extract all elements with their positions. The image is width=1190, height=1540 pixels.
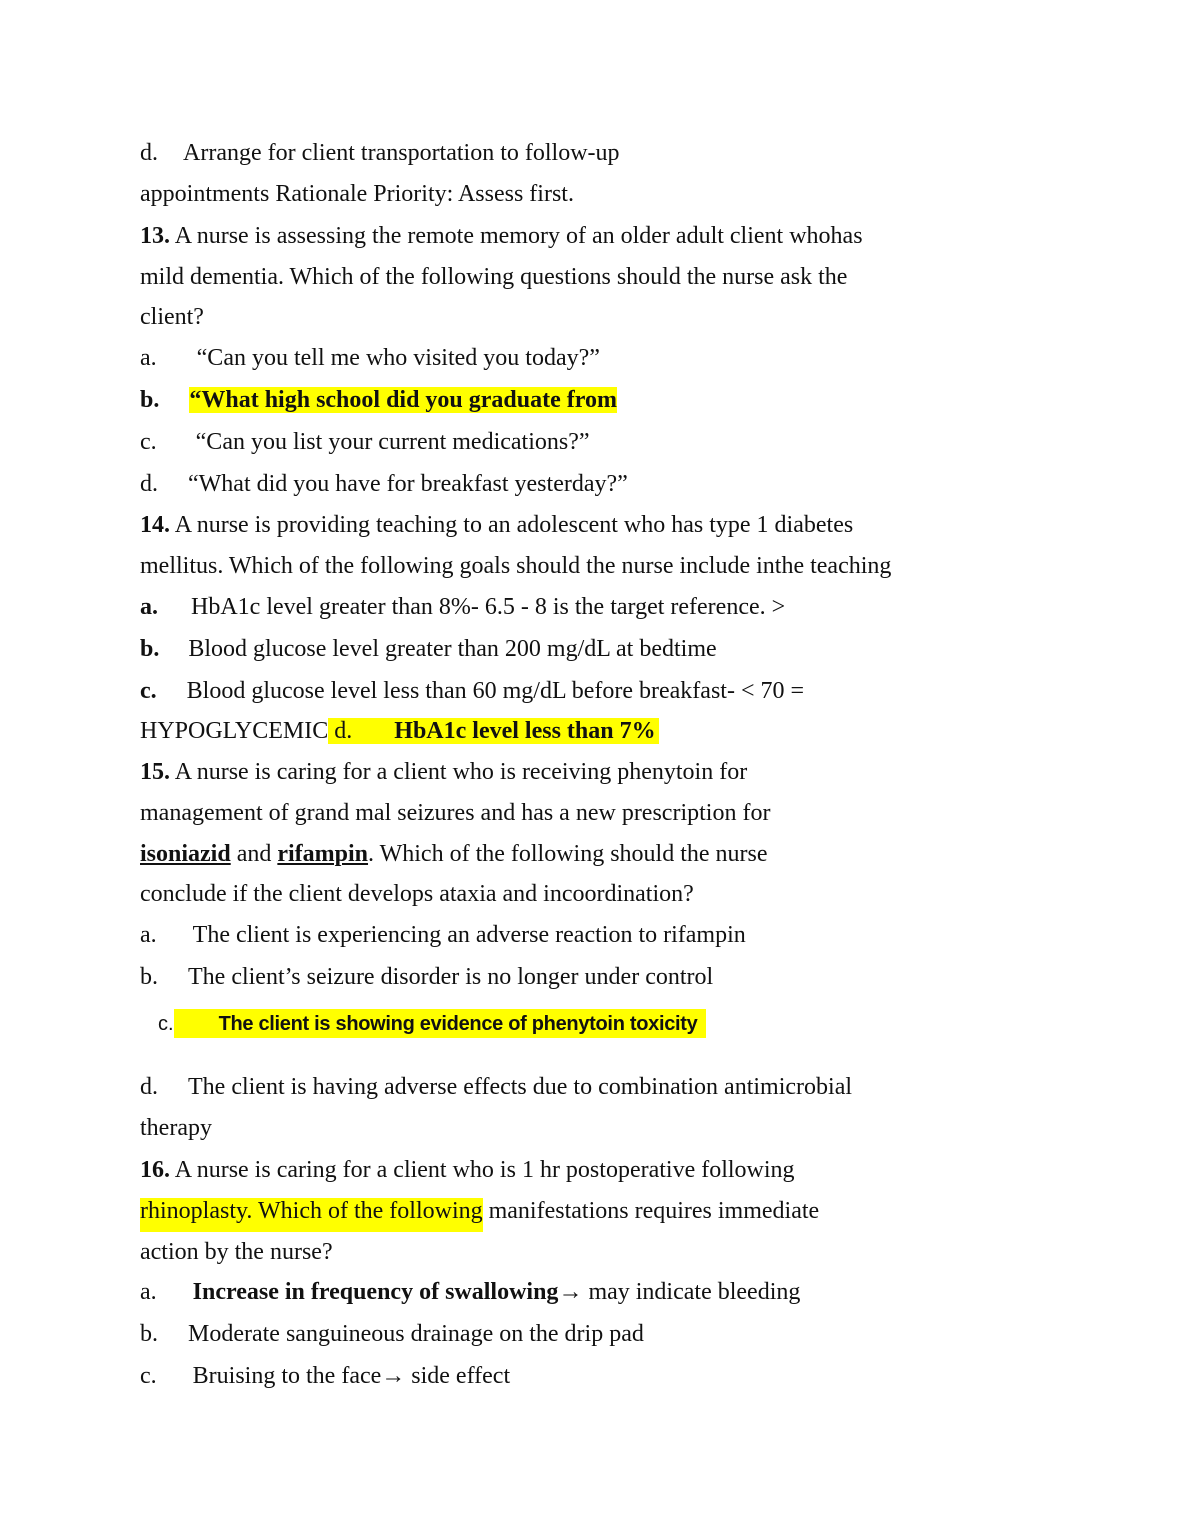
question-number: 15.	[140, 759, 170, 785]
question-15-line-3	[140, 839, 768, 869]
question-16-line-2	[140, 1196, 819, 1226]
option-letter: c.	[140, 678, 157, 704]
question-text: A nurse is caring for a client who is receiving phenytoin for	[174, 759, 748, 785]
question-number: 16.	[140, 1157, 170, 1183]
question-13-line-2	[140, 262, 847, 292]
question-15-line-2	[140, 798, 770, 828]
option-text-bold: Increase in frequency of swallowing	[192, 1279, 559, 1305]
option-text: → may indicate bleeding	[558, 1279, 801, 1305]
option-letter: c.	[140, 1363, 157, 1389]
option-letter: d.	[140, 140, 158, 166]
question-16-line-3	[140, 1237, 333, 1267]
q15-option-d-continued	[140, 1113, 212, 1143]
question-number: 13.	[140, 223, 170, 249]
question-text: manifestations requires immediate	[488, 1198, 820, 1224]
option-text: “What did you have for breakfast yesterday?”	[188, 471, 628, 497]
highlighted-answer-box	[174, 1009, 706, 1038]
question-13-line-3	[140, 302, 204, 332]
option-letter: d.	[334, 718, 353, 744]
option-text: HYPOGLYCEMIC	[140, 718, 329, 744]
highlighted-text: rhinoplasty. Which of the following	[140, 1198, 483, 1232]
q14-option-d-answer	[328, 718, 658, 744]
option-letter: d.	[140, 1074, 158, 1100]
q14-option-c-continued-and-d	[140, 716, 659, 746]
q15-option-d	[140, 1072, 852, 1102]
q15-option-a	[140, 920, 746, 950]
option-letter: b.	[140, 1321, 158, 1347]
drug-name-isoniazid: isoniazid	[140, 841, 231, 867]
question-16-line-1	[140, 1155, 795, 1185]
option-letter: a.	[140, 1279, 157, 1305]
option-text: The client’s seizure disorder is no longer under control	[188, 964, 714, 990]
question-14-line-1	[140, 510, 853, 540]
paragraph-text: appointments Rationale Priority: Assess first.	[140, 181, 574, 207]
question-15-line-1	[140, 757, 747, 787]
option-text: Blood glucose level less than 60 mg/dL before breakfast- < 70 =	[186, 678, 805, 704]
drug-name-rifampin: rifampin	[277, 841, 369, 867]
q13-option-c	[140, 427, 590, 457]
question-text: A nurse is assessing the remote memory of an older adult client whohas	[174, 223, 863, 249]
question-text: A nurse is caring for a client who is 1 hr postoperative following	[174, 1157, 795, 1183]
option-letter: a.	[140, 345, 157, 371]
paragraph-line	[140, 179, 574, 209]
option-letter: c.	[140, 429, 157, 455]
option-text: Blood glucose level greater than 200 mg/dL at bedtime	[188, 636, 717, 662]
question-text: mild dementia. Which of the following questions should the nurse ask the	[140, 264, 848, 290]
question-15-line-4	[140, 879, 694, 909]
q13-option-a	[140, 343, 600, 373]
q14-option-c	[140, 676, 804, 706]
question-text: management of grand mal seizures and has a new prescription for	[140, 800, 771, 826]
question-text: and	[236, 841, 272, 867]
question-text: client?	[140, 304, 204, 330]
highlighted-answer: “What high school did you graduate from	[189, 387, 617, 413]
highlighted-answer: HbA1c level less than 7%	[394, 718, 656, 744]
option-letter: a.	[140, 594, 158, 620]
option-letter: a.	[140, 922, 157, 948]
question-text: . Which of the following should the nurse	[368, 841, 768, 867]
q14-option-b	[140, 634, 717, 664]
question-14-line-2	[140, 551, 891, 581]
question-13-line-1	[140, 221, 863, 251]
option-letter: b.	[140, 636, 160, 662]
option-text: HbA1c level greater than 8%- 6.5 - 8 is the target reference. >	[191, 594, 786, 620]
option-text: Moderate sanguineous drainage on the drip pad	[188, 1321, 644, 1347]
option-text: The client is having adverse effects due to combination antimicrobial	[188, 1074, 853, 1100]
q16-option-a	[140, 1277, 800, 1307]
option-letter: b.	[140, 964, 158, 990]
q16-option-c	[140, 1361, 510, 1391]
question-text: conclude if the client develops ataxia and incoordination?	[140, 881, 694, 907]
option-text: “Can you list your current medications?”	[195, 429, 590, 455]
option-text: “Can you tell me who visited you today?”	[196, 345, 600, 371]
question-text: mellitus. Which of the following goals should the nurse include inthe teaching	[140, 553, 892, 579]
option-letter: c.	[158, 1013, 174, 1035]
q15-option-c-answer	[158, 1008, 706, 1039]
option-letter: b.	[140, 387, 160, 413]
option-line	[140, 138, 620, 168]
option-text: Bruising to the face→ side effect	[192, 1363, 511, 1389]
option-text: The client is experiencing an adverse reaction to rifampin	[192, 922, 746, 948]
option-text: Arrange for client transportation to follow-up	[183, 140, 620, 166]
question-text: action by the nurse?	[140, 1239, 333, 1265]
q14-option-a	[140, 592, 785, 622]
highlighted-answer: The client is showing evidence of phenytoin toxicity	[218, 1013, 698, 1035]
q13-option-b-answer	[140, 385, 617, 415]
question-text: A nurse is providing teaching to an adolescent who has type 1 diabetes	[174, 512, 854, 538]
q16-option-b	[140, 1319, 644, 1349]
option-text: therapy	[140, 1115, 212, 1141]
q13-option-d	[140, 469, 628, 499]
q15-option-b	[140, 962, 713, 992]
option-letter: d.	[140, 471, 158, 497]
question-number: 14.	[140, 512, 170, 538]
